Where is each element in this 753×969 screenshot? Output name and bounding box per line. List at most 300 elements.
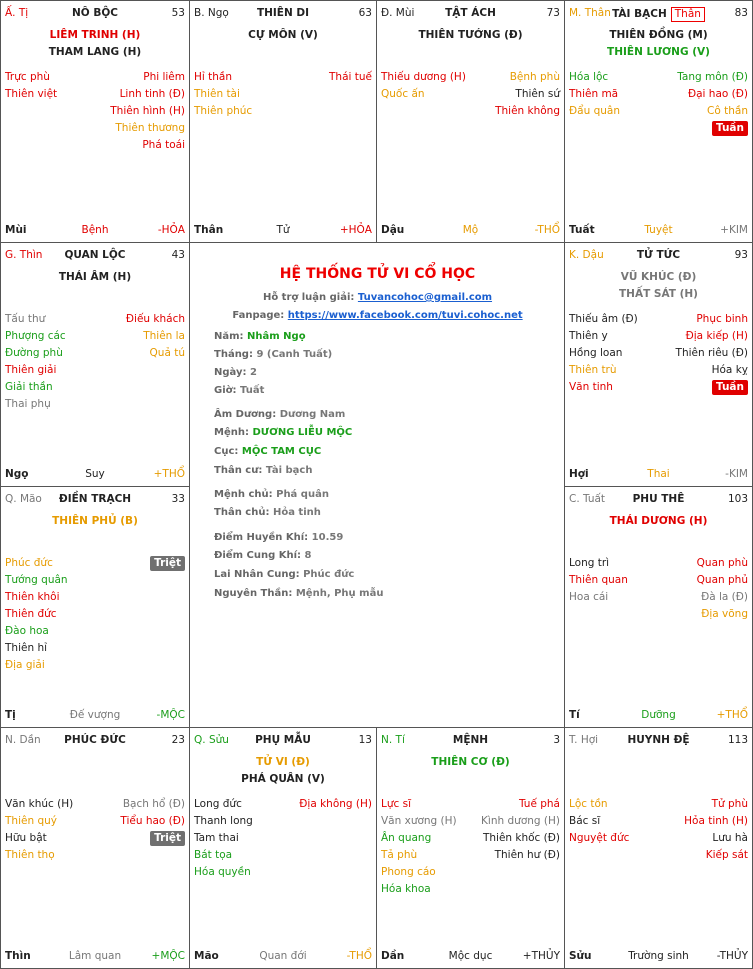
- main-stars: [1, 513, 189, 530]
- star-right: Quan phù: [696, 557, 748, 569]
- life-stage: Tử: [276, 224, 290, 236]
- star-left: Địa giải: [5, 659, 45, 671]
- main-stars: [190, 754, 376, 788]
- star-right: Thiên la: [143, 330, 185, 342]
- info-label: Tháng:: [214, 349, 253, 360]
- palace-footer: [569, 223, 748, 237]
- minor-stars: [194, 796, 372, 881]
- palace-footer: [569, 467, 748, 481]
- star-right: Quan phủ: [696, 574, 748, 586]
- star-row: [5, 555, 185, 572]
- palace-name-text: QUAN LỘC: [64, 249, 126, 261]
- palace-header: [194, 7, 372, 21]
- star-right: Phi liêm: [143, 71, 185, 83]
- element: +KIM: [720, 224, 748, 236]
- star-right: Tang môn (Đ): [677, 71, 748, 83]
- chart-info: [190, 243, 565, 728]
- info-value: Tài bạch: [265, 465, 313, 476]
- star-right: Kiếp sát: [705, 849, 748, 861]
- main-star: THIÊN PHỦ (B): [52, 515, 138, 527]
- palace-name-text: MỆNH: [452, 734, 489, 746]
- heavenly-stem: Đ. Mùi: [381, 7, 415, 19]
- info-line: [214, 446, 321, 457]
- star-left: Thai phụ: [5, 398, 51, 410]
- age-number: 3: [553, 734, 560, 746]
- star-row: [381, 830, 560, 847]
- earthly-branch: Dậu: [381, 224, 405, 236]
- life-stage: Mộc dục: [448, 950, 493, 962]
- heavenly-stem: Ấ. Tị: [5, 7, 29, 19]
- star-left: Quốc ấn: [381, 88, 425, 100]
- star-left: Hóa khoa: [381, 883, 431, 895]
- info-label: Điểm Huyền Khí:: [214, 532, 309, 543]
- info-label: Lai Nhân Cung:: [214, 569, 300, 580]
- info-label: Giờ:: [214, 385, 237, 396]
- age-number: 13: [358, 734, 372, 746]
- info-line: [214, 427, 352, 438]
- palace-name: [5, 249, 185, 261]
- palace-cell-tis[interactable]: [376, 727, 565, 969]
- info-label: Mệnh chủ:: [214, 489, 273, 500]
- element: -THỔ: [346, 950, 372, 962]
- star-left: Đẩu quân: [569, 105, 620, 117]
- age-number: 53: [171, 7, 185, 19]
- palace-footer: [5, 223, 185, 237]
- heavenly-stem: M. Thân: [569, 7, 611, 19]
- star-row: [194, 69, 372, 86]
- info-label: Năm:: [214, 331, 244, 342]
- star-left: Tả phù: [381, 849, 418, 861]
- palace-cell-thin[interactable]: [0, 242, 190, 487]
- star-right: Địa võng: [701, 608, 748, 620]
- palace-name: [569, 493, 748, 505]
- star-row: [5, 589, 185, 606]
- star-row: [569, 328, 748, 345]
- star-row: [569, 86, 748, 103]
- palace-name: [381, 7, 560, 19]
- star-row: [569, 311, 748, 328]
- star-row: [5, 396, 185, 413]
- star-right: Cô thần: [707, 105, 748, 117]
- star-left: Bác sĩ: [569, 815, 601, 827]
- fanpage-label: Fanpage:: [232, 310, 285, 321]
- element: -HỎA: [157, 224, 185, 236]
- palace-name-text: PHỤ MẪU: [255, 734, 311, 746]
- info-label: Nguyên Thần:: [214, 588, 293, 599]
- star-right: Đại hao (Đ): [687, 88, 748, 100]
- palace-cell-tuat[interactable]: [564, 486, 753, 728]
- palace-cell-ngo[interactable]: [189, 0, 377, 243]
- info-value: Mệnh, Phụ mẫu: [295, 588, 384, 599]
- life-stage: Trường sinh: [628, 950, 689, 962]
- star-right: Tử phù: [711, 798, 748, 810]
- palace-name: [5, 7, 185, 19]
- star-row: [5, 311, 185, 328]
- heavenly-stem: N. Dần: [5, 734, 41, 746]
- star-right: Bệnh phù: [509, 71, 560, 83]
- support-label: Hỗ trợ luận giải:: [262, 292, 355, 303]
- star-row: [381, 847, 560, 864]
- minor-stars: [569, 796, 748, 864]
- star-left: Long trì: [569, 557, 610, 569]
- tuan-badge: Tuần: [712, 380, 748, 395]
- star-left: Hóa quyền: [194, 866, 251, 878]
- palace-header: [381, 7, 560, 21]
- palace-footer: [569, 949, 748, 963]
- palace-name-text: PHU THÊ: [632, 493, 685, 505]
- main-star: PHÁ QUÂN (V): [241, 773, 325, 785]
- palace-name: [569, 249, 748, 261]
- star-left: Long đức: [194, 798, 242, 810]
- palace-footer: [381, 949, 560, 963]
- star-row: [5, 572, 185, 589]
- star-row: [569, 830, 748, 847]
- star-row: [5, 345, 185, 362]
- star-right: Thiên không: [495, 105, 560, 117]
- main-stars: [565, 27, 752, 61]
- star-row: [5, 813, 185, 830]
- star-row: [5, 69, 185, 86]
- star-row: [569, 589, 748, 606]
- star-right: Quả tú: [149, 347, 185, 359]
- tuan-badge: Tuần: [712, 121, 748, 136]
- palace-name-text: HUYNH ĐỆ: [627, 734, 690, 746]
- triet-badge: Triệt: [150, 556, 185, 571]
- palace-cell-hoi[interactable]: [564, 727, 753, 969]
- star-right: Thiên khốc (Đ): [482, 832, 560, 844]
- info-line: [214, 331, 306, 342]
- star-row: [194, 103, 372, 120]
- palace-footer: [194, 223, 372, 237]
- palace-name: [194, 734, 372, 746]
- star-row: [5, 137, 185, 154]
- earthly-branch: Tí: [569, 709, 580, 721]
- star-left: Hữu bật: [5, 832, 47, 844]
- star-row: [569, 847, 748, 864]
- main-stars: [1, 269, 189, 286]
- triet-badge: Triệt: [150, 831, 185, 846]
- info-line: [214, 588, 383, 599]
- star-left: Thiên tài: [194, 88, 240, 100]
- star-left: Lộc tồn: [569, 798, 608, 810]
- minor-stars: [569, 555, 748, 623]
- palace-name-text: NÔ BỘC: [71, 7, 118, 19]
- element: -MỘC: [156, 709, 185, 721]
- life-stage: Bệnh: [81, 224, 109, 236]
- element: +THỔ: [153, 468, 185, 480]
- minor-stars: [5, 311, 185, 413]
- life-stage: Dưỡng: [641, 709, 676, 721]
- heavenly-stem: K. Dậu: [569, 249, 604, 261]
- palace-header: [381, 734, 560, 748]
- star-left: Lực sĩ: [381, 798, 412, 810]
- star-left: Đào hoa: [5, 625, 49, 637]
- star-right: Bạch hổ (Đ): [122, 798, 185, 810]
- star-row: [569, 813, 748, 830]
- age-number: 63: [358, 7, 372, 19]
- star-row: [194, 864, 372, 881]
- badge-wrap: [712, 379, 748, 396]
- info-value: 9 (Canh Tuất): [256, 349, 333, 360]
- star-left: Tấu thư: [5, 313, 46, 325]
- star-row: [569, 103, 748, 120]
- info-value: Dương Nam: [279, 409, 346, 420]
- palace-footer: [5, 467, 185, 481]
- star-right: Thiên thương: [115, 122, 185, 134]
- palace-header: [569, 249, 748, 263]
- info-value: 2: [249, 367, 257, 378]
- star-left: Đường phù: [5, 347, 63, 359]
- chart-title: HỆ THỐNG TỬ VI CỔ HỌC: [279, 266, 476, 282]
- main-stars: [377, 27, 564, 44]
- star-row: [381, 796, 560, 813]
- info-label: Mệnh:: [214, 427, 249, 438]
- main-star: VŨ KHÚC (Đ): [620, 271, 697, 283]
- main-stars: [190, 27, 376, 44]
- star-left: Thanh long: [194, 815, 253, 827]
- heavenly-stem: N. Tí: [381, 734, 405, 746]
- than-tag: Thân: [671, 7, 705, 22]
- heavenly-stem: G. Thìn: [5, 249, 43, 261]
- star-left: Thiên thọ: [5, 849, 55, 861]
- earthly-branch: Thìn: [5, 950, 31, 962]
- heavenly-stem: Q. Sửu: [194, 734, 229, 746]
- star-left: Thiên phúc: [194, 105, 253, 117]
- info-label: Cục:: [214, 446, 239, 457]
- age-number: 43: [171, 249, 185, 261]
- star-left: Thiên đức: [5, 608, 57, 620]
- star-left: Hoa cái: [569, 591, 609, 603]
- main-star: THẤT SÁT (H): [619, 288, 698, 300]
- minor-stars: [569, 311, 748, 396]
- star-left: Thiếu âm (Đ): [569, 313, 638, 325]
- palace-header: [5, 7, 185, 21]
- star-right: Địa không (H): [299, 798, 372, 810]
- info-label: Thân cư:: [214, 465, 263, 476]
- main-star: LIÊM TRINH (H): [49, 29, 141, 41]
- star-row: [5, 103, 185, 120]
- info-line: [214, 465, 312, 476]
- star-right: Lưu hà: [712, 832, 748, 844]
- star-left: Bát tọa: [194, 849, 233, 861]
- palace-cell-dau[interactable]: [564, 242, 753, 487]
- palace-footer: [381, 223, 560, 237]
- info-value: Phúc đức: [303, 569, 355, 580]
- minor-stars: [381, 796, 560, 898]
- fanpage-link[interactable]: https://www.facebook.com/tuvi.cohoc.net: [287, 310, 523, 321]
- info-value: MỘC TAM CỤC: [241, 446, 322, 457]
- support-email-link[interactable]: Tuvancohoc@gmail.com: [357, 292, 493, 303]
- earthly-branch: Dần: [381, 950, 405, 962]
- star-row: [5, 657, 185, 674]
- info-line: [214, 569, 354, 580]
- main-stars: [565, 269, 752, 303]
- star-row: [5, 86, 185, 103]
- badge-wrap: [150, 830, 185, 847]
- element: +THỔ: [716, 709, 748, 721]
- star-row: [5, 328, 185, 345]
- info-value: Hỏa tinh: [272, 507, 321, 518]
- info-value: Phá quân: [276, 489, 329, 500]
- star-row: [381, 69, 560, 86]
- life-stage: Quan đới: [259, 950, 307, 962]
- palace-cell-than[interactable]: [564, 0, 753, 243]
- palace-cell-suu[interactable]: [189, 727, 377, 969]
- palace-name-text: TẬT ÁCH: [445, 7, 496, 19]
- info-line: [214, 385, 264, 396]
- earthly-branch: Sửu: [569, 950, 592, 962]
- earthly-branch: Tị: [5, 709, 16, 721]
- star-row: [569, 572, 748, 589]
- star-row: [5, 362, 185, 379]
- star-left: Hồng loan: [569, 347, 623, 359]
- star-row: [194, 796, 372, 813]
- palace-header: [569, 7, 748, 21]
- main-star: THIÊN LƯƠNG (V): [607, 46, 710, 58]
- star-row: [194, 813, 372, 830]
- star-row: [569, 379, 748, 396]
- palace-cell-mao[interactable]: [0, 486, 190, 728]
- element: -KIM: [725, 468, 748, 480]
- palace-name: [194, 7, 372, 19]
- star-right: Thiên hư (Đ): [494, 849, 560, 861]
- info-line: [214, 367, 257, 378]
- palace-name-text: THIÊN DI: [256, 7, 310, 19]
- star-row: [381, 103, 560, 120]
- palace-cell-ti[interactable]: [0, 0, 190, 243]
- earthly-branch: Mùi: [5, 224, 27, 236]
- star-right: Hóa kỵ: [711, 364, 748, 376]
- star-row: [194, 86, 372, 103]
- info-line: [214, 489, 329, 500]
- info-label: Thân chủ:: [214, 507, 270, 518]
- info-value: Tuất: [240, 385, 265, 396]
- star-row: [5, 120, 185, 137]
- element: +HỎA: [339, 224, 372, 236]
- badge-wrap: [150, 555, 185, 572]
- star-right: Linh tinh (Đ): [119, 88, 185, 100]
- star-left: Hóa lộc: [569, 71, 609, 83]
- minor-stars: [5, 555, 185, 674]
- star-row: [5, 606, 185, 623]
- main-star: THÁI DƯƠNG (H): [609, 515, 708, 527]
- star-left: Thiên việt: [5, 88, 58, 100]
- heavenly-stem: T. Hợi: [569, 734, 599, 746]
- star-row: [5, 796, 185, 813]
- earthly-branch: Thân: [194, 224, 224, 236]
- info-line: [214, 550, 311, 561]
- star-left: Hỉ thần: [194, 71, 233, 83]
- star-right: Tiểu hao (Đ): [120, 815, 185, 827]
- star-left: Văn khúc (H): [5, 798, 74, 810]
- info-value: 8: [304, 550, 312, 561]
- star-row: [194, 830, 372, 847]
- palace-footer: [194, 949, 372, 963]
- element: -THỔ: [534, 224, 560, 236]
- star-left: Phượng các: [5, 330, 66, 342]
- star-left: Thiếu dương (H): [381, 71, 466, 83]
- star-right: Thái tuế: [329, 71, 372, 83]
- heavenly-stem: B. Ngọ: [194, 7, 229, 19]
- star-row: [381, 881, 560, 898]
- palace-cell-dan[interactable]: [0, 727, 190, 969]
- element: +THỦY: [522, 950, 560, 962]
- info-value: 10.59: [311, 532, 344, 543]
- age-number: 83: [734, 7, 748, 19]
- star-left: Phúc đức: [5, 557, 53, 569]
- star-left: Thiên trù: [569, 364, 617, 376]
- palace-footer: [569, 708, 748, 722]
- palace-name: [381, 734, 560, 746]
- age-number: 93: [734, 249, 748, 261]
- star-right: Kình dương (H): [481, 815, 560, 827]
- age-number: 113: [727, 734, 748, 746]
- star-row: [381, 864, 560, 881]
- star-left: Trực phù: [5, 71, 50, 83]
- star-row: [381, 86, 560, 103]
- palace-footer: [5, 949, 185, 963]
- star-left: Thiên hỉ: [5, 642, 48, 654]
- star-left: Thiên quý: [5, 815, 57, 827]
- star-row: [5, 379, 185, 396]
- star-row: [5, 623, 185, 640]
- star-right: Thiên sứ: [515, 88, 560, 100]
- main-star: CỰ MÔN (V): [248, 29, 318, 41]
- star-right: Tuế phá: [518, 798, 560, 810]
- star-row: [5, 830, 185, 847]
- minor-stars: [5, 69, 185, 154]
- palace-name: [569, 7, 748, 22]
- support-line: [190, 292, 565, 303]
- life-stage: Suy: [85, 468, 105, 480]
- age-number: 103: [727, 493, 748, 505]
- star-right: Hỏa tinh (H): [684, 815, 748, 827]
- palace-cell-mui[interactable]: [376, 0, 565, 243]
- life-stage: Mộ: [462, 224, 479, 236]
- star-row: [5, 847, 185, 864]
- palace-name: [569, 734, 748, 746]
- info-label: Điểm Cung Khí:: [214, 550, 302, 561]
- earthly-branch: Tuất: [569, 224, 595, 236]
- palace-footer: [5, 708, 185, 722]
- star-left: Thiên giải: [5, 364, 57, 376]
- palace-header: [5, 493, 185, 507]
- star-right: Thiên hình (H): [110, 105, 185, 117]
- main-stars: [565, 513, 752, 530]
- minor-stars: [569, 69, 748, 137]
- main-star: THIÊN TƯỚNG (Đ): [418, 29, 523, 41]
- heavenly-stem: Q. Mão: [5, 493, 42, 505]
- star-right: Địa kiếp (H): [685, 330, 748, 342]
- star-row: [569, 362, 748, 379]
- info-label: Ngày:: [214, 367, 247, 378]
- info-line: [214, 349, 332, 360]
- star-row: [569, 555, 748, 572]
- palace-name-text: TỬ TỨC: [636, 249, 681, 261]
- age-number: 73: [546, 7, 560, 19]
- palace-header: [569, 734, 748, 748]
- star-right: Điếu khách: [125, 313, 185, 325]
- life-stage: Tuyệt: [644, 224, 673, 236]
- heavenly-stem: C. Tuất: [569, 493, 606, 505]
- palace-name: [5, 734, 185, 746]
- star-row: [569, 69, 748, 86]
- info-label: Âm Dương:: [214, 409, 277, 420]
- star-left: Giải thần: [5, 381, 53, 393]
- main-star: TỬ VI (Đ): [256, 756, 310, 768]
- palace-header: [569, 493, 748, 507]
- star-row: [5, 640, 185, 657]
